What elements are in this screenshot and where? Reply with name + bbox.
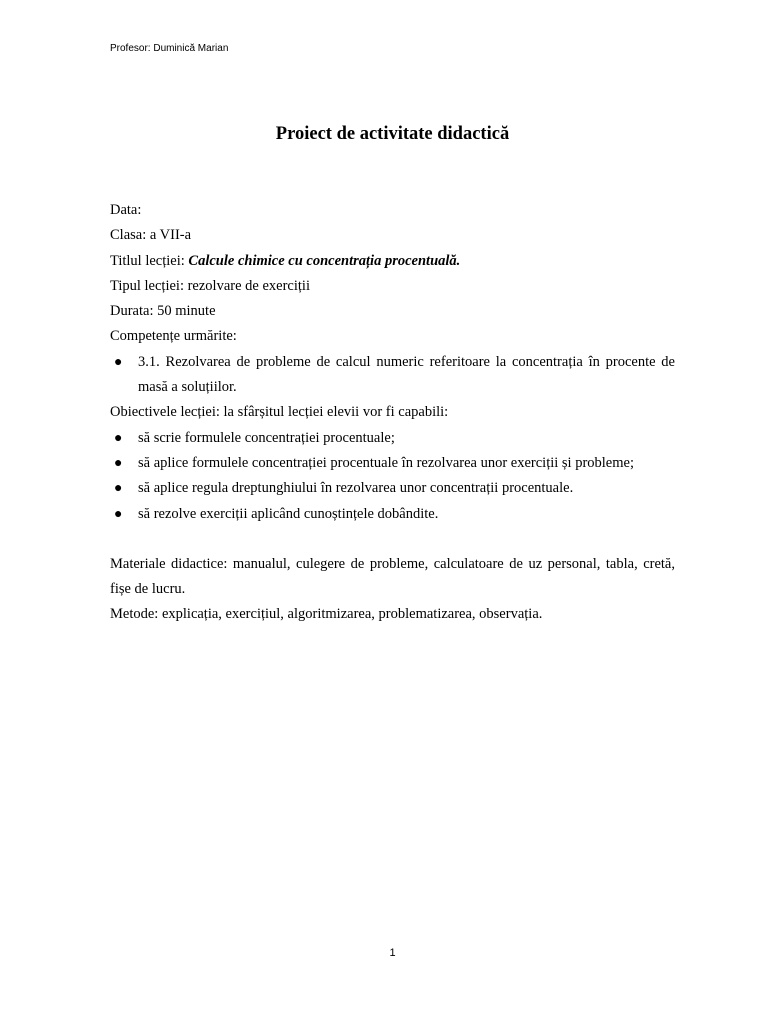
lesson-plan-body — [110, 198, 675, 628]
field-titlu-value: Calcule chimice cu concentrația procentuală. — [188, 252, 461, 269]
list-item — [114, 350, 675, 401]
field-titlu-label: Titlul lecției: — [110, 252, 189, 269]
field-titlu — [110, 249, 675, 274]
competente-list — [110, 350, 675, 401]
bullet-icon: ● — [114, 481, 123, 497]
list-item-text: să rezolve exerciții aplicând cunoștințele dobândite. — [138, 505, 439, 522]
obiective-label: Obiectivele lecției: la sfârșitul lecției elevii vor fi capabili: — [110, 404, 449, 421]
obiective-list — [110, 426, 675, 527]
bullet-icon: ● — [114, 430, 123, 446]
list-item — [114, 426, 675, 451]
metode: Metode: explicația, exercițiul, algoritmizarea, problematizarea, observația. — [110, 606, 543, 623]
field-competente-label: Competențe urmărite: — [110, 328, 237, 345]
list-item — [114, 476, 675, 501]
list-item — [114, 502, 675, 527]
field-clasa: Clasa: a VII-a — [110, 227, 192, 244]
list-item-text: să scrie formulele concentrației procentuale; — [138, 429, 395, 446]
spacer — [110, 527, 675, 552]
bullet-icon: ● — [114, 506, 123, 522]
list-item — [114, 451, 675, 476]
list-item-text: să aplice formulele concentrației procentuale în rezolvarea unor exerciții și probleme; — [138, 454, 634, 471]
document-title: Proiect de activitate didactică — [275, 124, 510, 144]
field-data: Data: — [110, 202, 142, 218]
list-item-text: 3.1. Rezolvarea de probleme de calcul numeric referitoare la concentrația în procente de masă a soluțiilor. — [138, 353, 675, 396]
field-durata: Durata: 50 minute — [110, 303, 216, 320]
bullet-icon: ● — [114, 455, 123, 471]
materiale-didactice: Materiale didactice: manualul, culegere de probleme, calculatoare de uz personal, tabla, cretă, fișe de lucru. — [110, 555, 675, 598]
bullet-icon: ● — [114, 354, 123, 370]
list-item-text: să aplice regula dreptunghiului în rezolvarea unor concentrații procentuale. — [138, 480, 574, 497]
field-tipul: Tipul lecției: rezolvare de exerciții — [110, 277, 310, 294]
page-header-author: Profesor: Duminică Marian — [110, 43, 229, 54]
page-number: 1 — [389, 947, 396, 959]
